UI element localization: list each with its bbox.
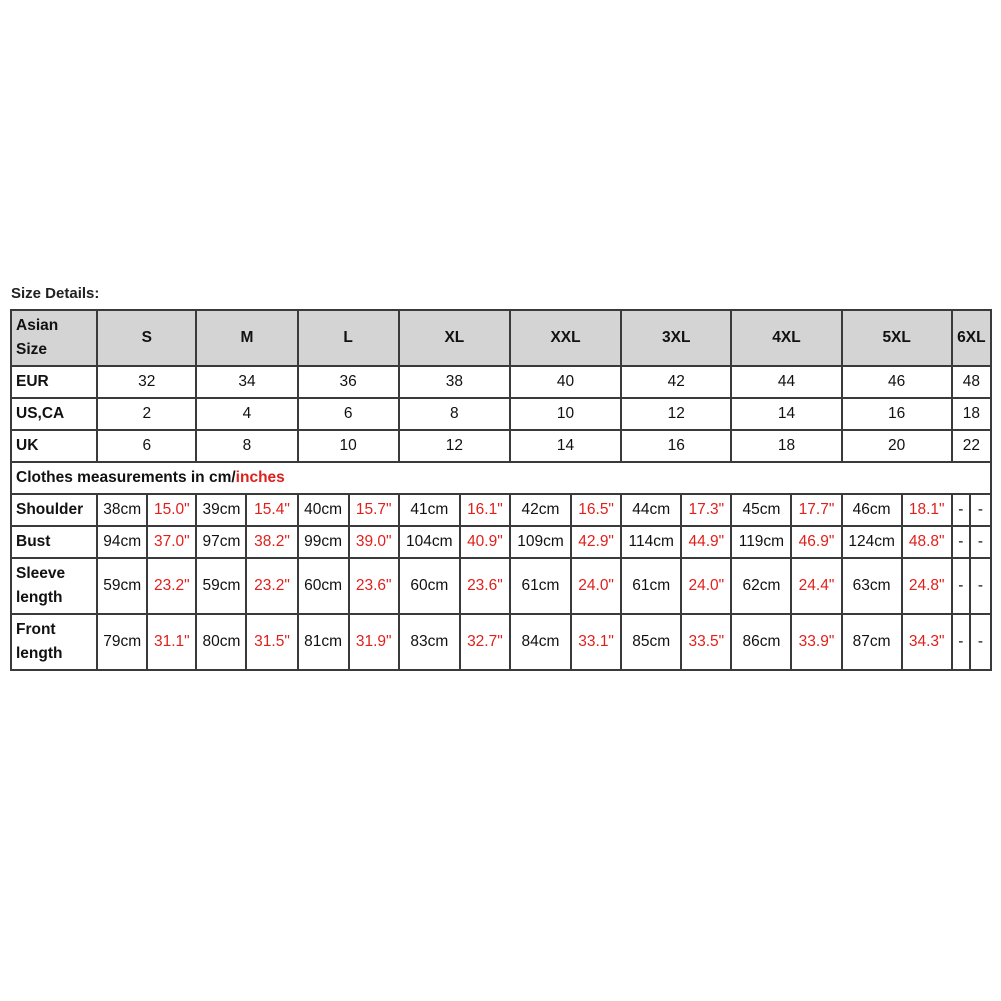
cm-value-cell: 61cm xyxy=(510,558,571,614)
inch-value-cell: 18.1" xyxy=(902,494,952,526)
cm-value-cell: 45cm xyxy=(731,494,791,526)
measurement-row xyxy=(11,494,991,526)
size-value-cell: 4 xyxy=(196,398,297,430)
size-header-cell: L xyxy=(298,310,399,366)
cm-value-cell: 44cm xyxy=(621,494,681,526)
cm-value-cell: 42cm xyxy=(510,494,571,526)
cm-value-cell: 104cm xyxy=(399,526,460,558)
cm-value-cell: 62cm xyxy=(731,558,791,614)
size-header-cell: 6XL xyxy=(952,310,991,366)
inch-value-cell: 48.8" xyxy=(902,526,952,558)
cm-value-cell: - xyxy=(952,614,970,670)
inch-value-cell: 33.9" xyxy=(791,614,841,670)
cm-value-cell: 40cm xyxy=(298,494,349,526)
inch-value-cell: - xyxy=(970,494,991,526)
measurement-label-cell xyxy=(11,558,97,614)
cm-value-cell: 86cm xyxy=(731,614,791,670)
cm-value-cell: 81cm xyxy=(298,614,349,670)
size-value-cell: 36 xyxy=(298,366,399,398)
inch-value-cell: 31.5" xyxy=(246,614,297,670)
cm-value-cell: 97cm xyxy=(196,526,246,558)
inch-value-cell: 32.7" xyxy=(460,614,510,670)
inch-value-cell: 15.4" xyxy=(246,494,297,526)
measurement-label: Front length xyxy=(16,621,63,662)
size-value-cell: 44 xyxy=(731,366,841,398)
inch-value-cell: 16.1" xyxy=(460,494,510,526)
row-label: EUR xyxy=(11,366,97,398)
size-header-cell: 4XL xyxy=(731,310,841,366)
size-value-cell: 2 xyxy=(97,398,196,430)
cm-value-cell: 60cm xyxy=(298,558,349,614)
size-equivalent-row xyxy=(11,430,991,462)
inch-value-cell: 37.0" xyxy=(147,526,196,558)
size-header-cell: S xyxy=(97,310,196,366)
size-header-cell: 3XL xyxy=(621,310,731,366)
measurement-row xyxy=(11,614,991,670)
size-value-cell: 42 xyxy=(621,366,731,398)
section-heading xyxy=(11,462,991,494)
size-value-cell: 20 xyxy=(842,430,952,462)
measurement-row xyxy=(11,558,991,614)
header-row xyxy=(11,310,991,366)
cm-value-cell: 59cm xyxy=(97,558,147,614)
inch-value-cell: 33.1" xyxy=(571,614,621,670)
cm-value-cell: 61cm xyxy=(621,558,681,614)
size-value-cell: 40 xyxy=(510,366,621,398)
size-value-cell: 14 xyxy=(731,398,841,430)
size-value-cell: 18 xyxy=(731,430,841,462)
inch-value-cell: 24.4" xyxy=(791,558,841,614)
size-value-cell: 18 xyxy=(952,398,991,430)
cm-value-cell: 85cm xyxy=(621,614,681,670)
cm-value-cell: 79cm xyxy=(97,614,147,670)
size-details-title: Size Details: xyxy=(11,285,100,302)
cm-value-cell: 114cm xyxy=(621,526,681,558)
inch-value-cell: 23.2" xyxy=(147,558,196,614)
inch-value-cell: 23.6" xyxy=(349,558,399,614)
size-value-cell: 12 xyxy=(399,430,510,462)
size-equivalent-row xyxy=(11,398,991,430)
inch-value-cell: 24.8" xyxy=(902,558,952,614)
size-value-cell: 10 xyxy=(510,398,621,430)
size-value-cell: 8 xyxy=(399,398,510,430)
cm-value-cell: 99cm xyxy=(298,526,349,558)
inch-value-cell: 24.0" xyxy=(571,558,621,614)
inch-value-cell: - xyxy=(970,614,991,670)
inch-value-cell: 23.6" xyxy=(460,558,510,614)
inch-value-cell: - xyxy=(970,558,991,614)
cm-value-cell: - xyxy=(952,558,970,614)
row-label: UK xyxy=(11,430,97,462)
size-header-cell: M xyxy=(196,310,297,366)
size-value-cell: 6 xyxy=(298,398,399,430)
size-value-cell: 38 xyxy=(399,366,510,398)
size-value-cell: 32 xyxy=(97,366,196,398)
size-value-cell: 12 xyxy=(621,398,731,430)
inch-value-cell: 17.3" xyxy=(681,494,731,526)
section-heading-highlight: inches xyxy=(235,469,285,486)
inch-value-cell: 15.0" xyxy=(147,494,196,526)
cm-value-cell: 124cm xyxy=(842,526,902,558)
inch-value-cell: 16.5" xyxy=(571,494,621,526)
row-label: US,CA xyxy=(11,398,97,430)
cm-value-cell: 94cm xyxy=(97,526,147,558)
inch-value-cell: - xyxy=(970,526,991,558)
cm-value-cell: 87cm xyxy=(842,614,902,670)
cm-value-cell: 109cm xyxy=(510,526,571,558)
cm-value-cell: 60cm xyxy=(399,558,460,614)
measurement-label: Bust xyxy=(16,533,51,550)
cm-value-cell: 46cm xyxy=(842,494,902,526)
size-value-cell: 16 xyxy=(842,398,952,430)
cm-value-cell: 80cm xyxy=(196,614,246,670)
cm-value-cell: - xyxy=(952,526,970,558)
size-header-cell: 5XL xyxy=(842,310,952,366)
header-label: Asian Size xyxy=(16,317,59,358)
size-value-cell: 48 xyxy=(952,366,991,398)
measurement-label-cell xyxy=(11,494,97,526)
inch-value-cell: 23.2" xyxy=(246,558,297,614)
size-value-cell: 22 xyxy=(952,430,991,462)
cm-value-cell: 63cm xyxy=(842,558,902,614)
measurement-label: Shoulder xyxy=(16,501,84,518)
size-value-cell: 10 xyxy=(298,430,399,462)
section-heading-text: Clothes measurements in cm/ xyxy=(16,469,236,486)
inch-value-cell: 39.0" xyxy=(349,526,399,558)
measurement-label-cell xyxy=(11,614,97,670)
inch-value-cell: 44.9" xyxy=(681,526,731,558)
inch-value-cell: 38.2" xyxy=(246,526,297,558)
inch-value-cell: 17.7" xyxy=(791,494,841,526)
inch-value-cell: 24.0" xyxy=(681,558,731,614)
measurement-label-cell xyxy=(11,526,97,558)
measurement-label: Sleeve length xyxy=(16,565,66,606)
inch-value-cell: 15.7" xyxy=(349,494,399,526)
size-equivalent-row xyxy=(11,366,991,398)
size-value-cell: 8 xyxy=(196,430,297,462)
cm-value-cell: 39cm xyxy=(196,494,246,526)
cm-value-cell: 59cm xyxy=(196,558,246,614)
inch-value-cell: 31.1" xyxy=(147,614,196,670)
size-value-cell: 16 xyxy=(621,430,731,462)
size-header-cell: XXL xyxy=(510,310,621,366)
measurement-row xyxy=(11,526,991,558)
inch-value-cell: 40.9" xyxy=(460,526,510,558)
size-value-cell: 6 xyxy=(97,430,196,462)
inch-value-cell: 34.3" xyxy=(902,614,952,670)
section-heading-row xyxy=(11,462,991,494)
cm-value-cell: 119cm xyxy=(731,526,791,558)
cm-value-cell: - xyxy=(952,494,970,526)
cm-value-cell: 41cm xyxy=(399,494,460,526)
size-value-cell: 14 xyxy=(510,430,621,462)
inch-value-cell: 46.9" xyxy=(791,526,841,558)
size-header-cell: XL xyxy=(399,310,510,366)
header-label-cell xyxy=(11,310,97,366)
size-value-cell: 34 xyxy=(196,366,297,398)
size-value-cell: 46 xyxy=(842,366,952,398)
inch-value-cell: 33.5" xyxy=(681,614,731,670)
inch-value-cell: 42.9" xyxy=(571,526,621,558)
cm-value-cell: 84cm xyxy=(510,614,571,670)
cm-value-cell: 83cm xyxy=(399,614,460,670)
cm-value-cell: 38cm xyxy=(97,494,147,526)
inch-value-cell: 31.9" xyxy=(349,614,399,670)
size-table xyxy=(10,309,992,671)
